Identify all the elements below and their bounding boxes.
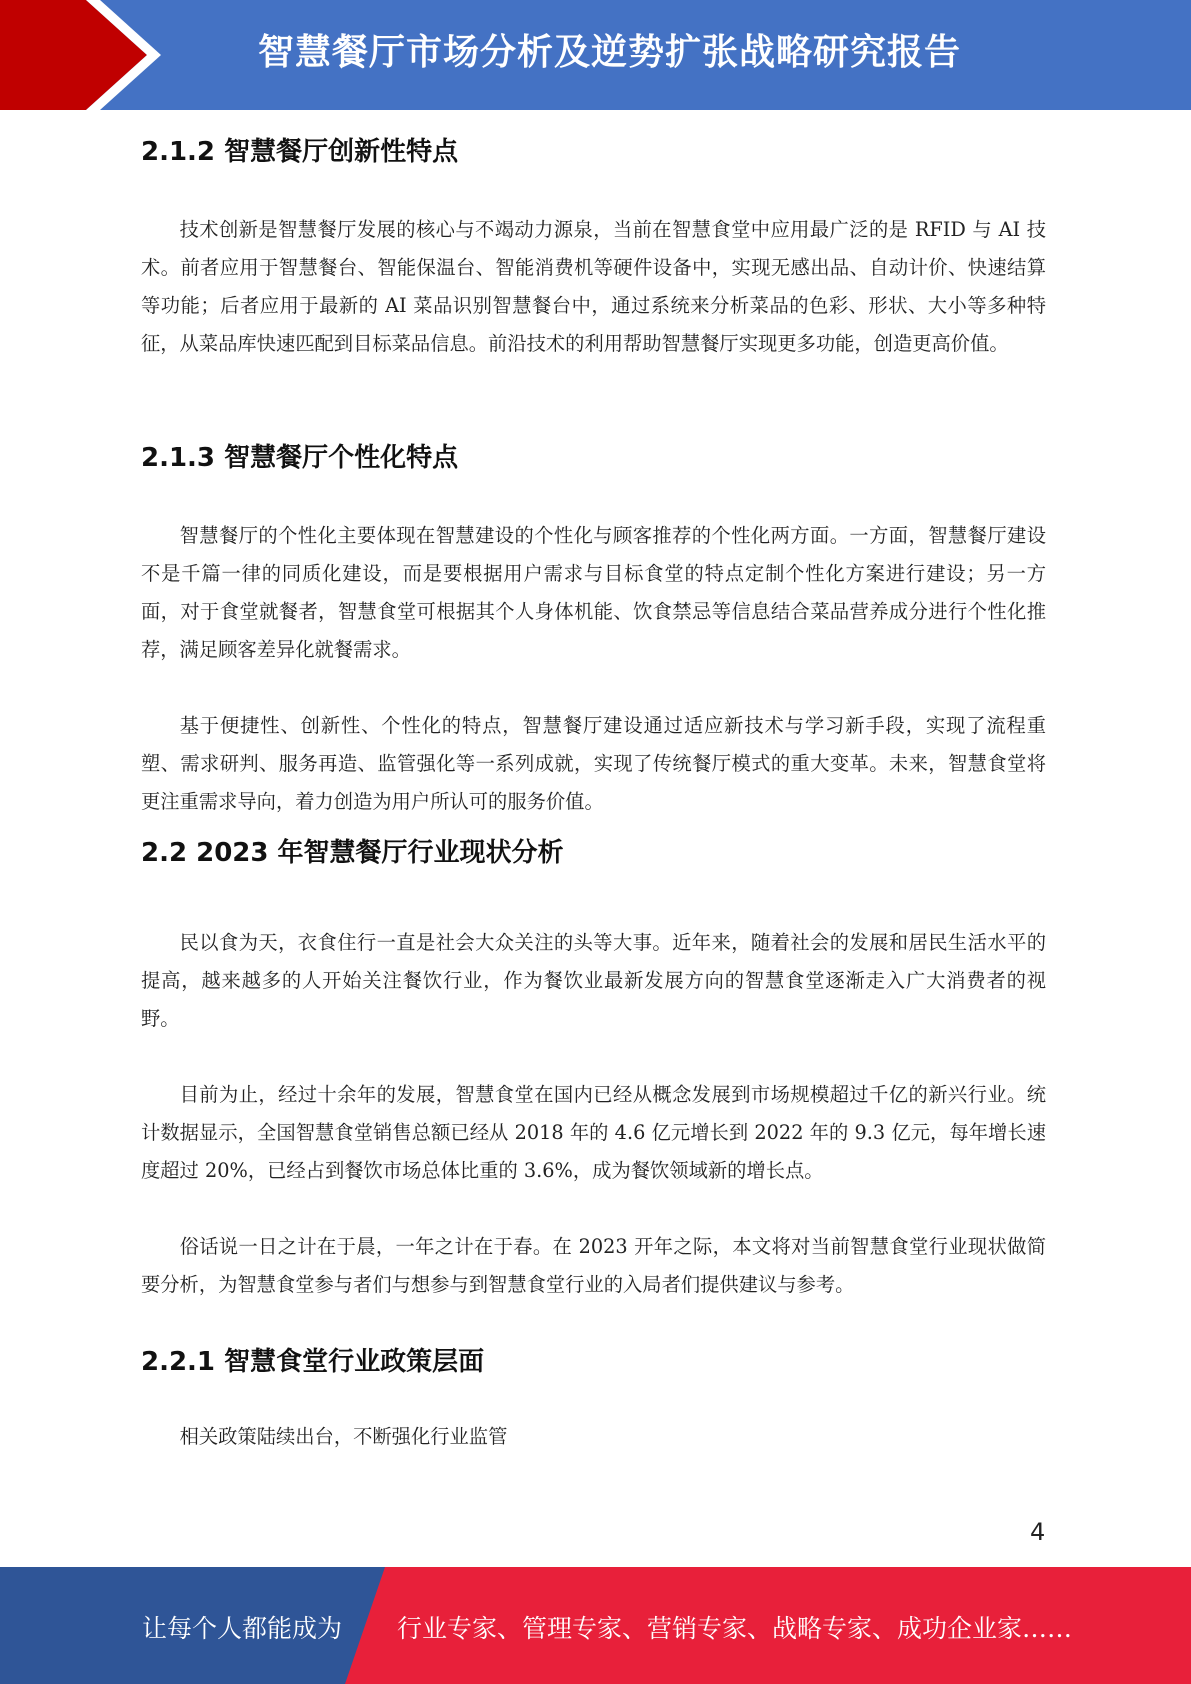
paragraph-purpose: 俗话说一日之计在于晨，一年之计在于春。在 2023 开年之际，本文将对当前智慧食堂行业现状做简要分析，为智慧食堂参与者们与想参与到智慧食堂行业的入局者们提供建议与参考。 [141, 1235, 1046, 1296]
paragraph-industry-intro: 民以食为天，衣食住行一直是社会大众关注的头等大事。近年来，随着社会的发展和居民生活水平的提高，越来越多的人开始关注餐饮行业，作为餐饮业最新发展方向的智慧食堂逐渐走入广大消费者的视野。 [141, 931, 1046, 1030]
page-number: 4 [1030, 1518, 1046, 1546]
report-footer-banner [0, 1567, 1191, 1684]
section-heading-2-2: 2.2 2023 年智慧餐厅行业现状分析 [141, 838, 564, 868]
footer-slogan-left: 让每个人都能成为 [142, 1614, 343, 1643]
paragraph-summary: 基于便捷性、创新性、个性化的特点，智慧餐厅建设通过适应新技术与学习新手段，实现了流程重塑、需求研判、服务再造、监管强化等一系列成就，实现了传统餐厅模式的重大变革。未来，智慧食堂将更注重需求导向，着力创造为用户所认可的服务价值。 [141, 714, 1046, 813]
header-arrow-decoration [0, 0, 200, 110]
paragraph-market-statistics: 目前为止，经过十余年的发展，智慧食堂在国内已经从概念发展到市场规模超过千亿的新兴行业。统计数据显示，全国智慧食堂销售总额已经从 2018 年的 4.6 亿元增长到 2022 年的 9.3 亿元，每年增长速度超过 20%，已经占到餐饮市场总体比重的 3.6%，成为餐饮领域新的增长点。 [141, 1083, 1046, 1182]
report-header-bar [0, 0, 1191, 110]
paragraph-personalization: 智慧餐厅的个性化主要体现在智慧建设的个性化与顾客推荐的个性化两方面。一方面，智慧餐厅建设不是千篇一律的同质化建设，而是要根据用户需求与目标食堂的特点定制个性化方案进行建设；另一方面，对于食堂就餐者，智慧食堂可根据其个人身体机能、饮食禁忌等信息结合菜品营养成分进行个性化推荐，满足顾客差异化就餐需求。 [141, 524, 1046, 661]
footer-slogan-right: 行业专家、管理专家、营销专家、战略专家、成功企业家…… [397, 1614, 1073, 1643]
section-heading-2-1-3: 2.1.3 智慧餐厅个性化特点 [141, 443, 459, 473]
report-title: 智慧餐厅市场分析及逆势扩张战略研究报告 [258, 32, 962, 73]
section-heading-2-1-2: 2.1.2 智慧餐厅创新性特点 [141, 137, 459, 167]
section-heading-2-2-1: 2.2.1 智慧食堂行业政策层面 [141, 1347, 485, 1377]
paragraph-policy: 相关政策陆续出台，不断强化行业监管 [179, 1425, 508, 1448]
paragraph-innovation: 技术创新是智慧餐厅发展的核心与不竭动力源泉，当前在智慧食堂中应用最广泛的是 RFID 与 AI 技术。前者应用于智慧餐台、智能保温台、智能消费机等硬件设备中，实现无感出品、自动计价、快速结算等功能；后者应用于最新的 AI 菜品识别智慧餐台中，通过系统来分析菜品的色彩、形状、大小等多种特征，从菜品库快速匹配到目标菜品信息。前沿技术的利用帮助智慧餐厅实现更多功能，创造更高价值。 [141, 218, 1046, 355]
